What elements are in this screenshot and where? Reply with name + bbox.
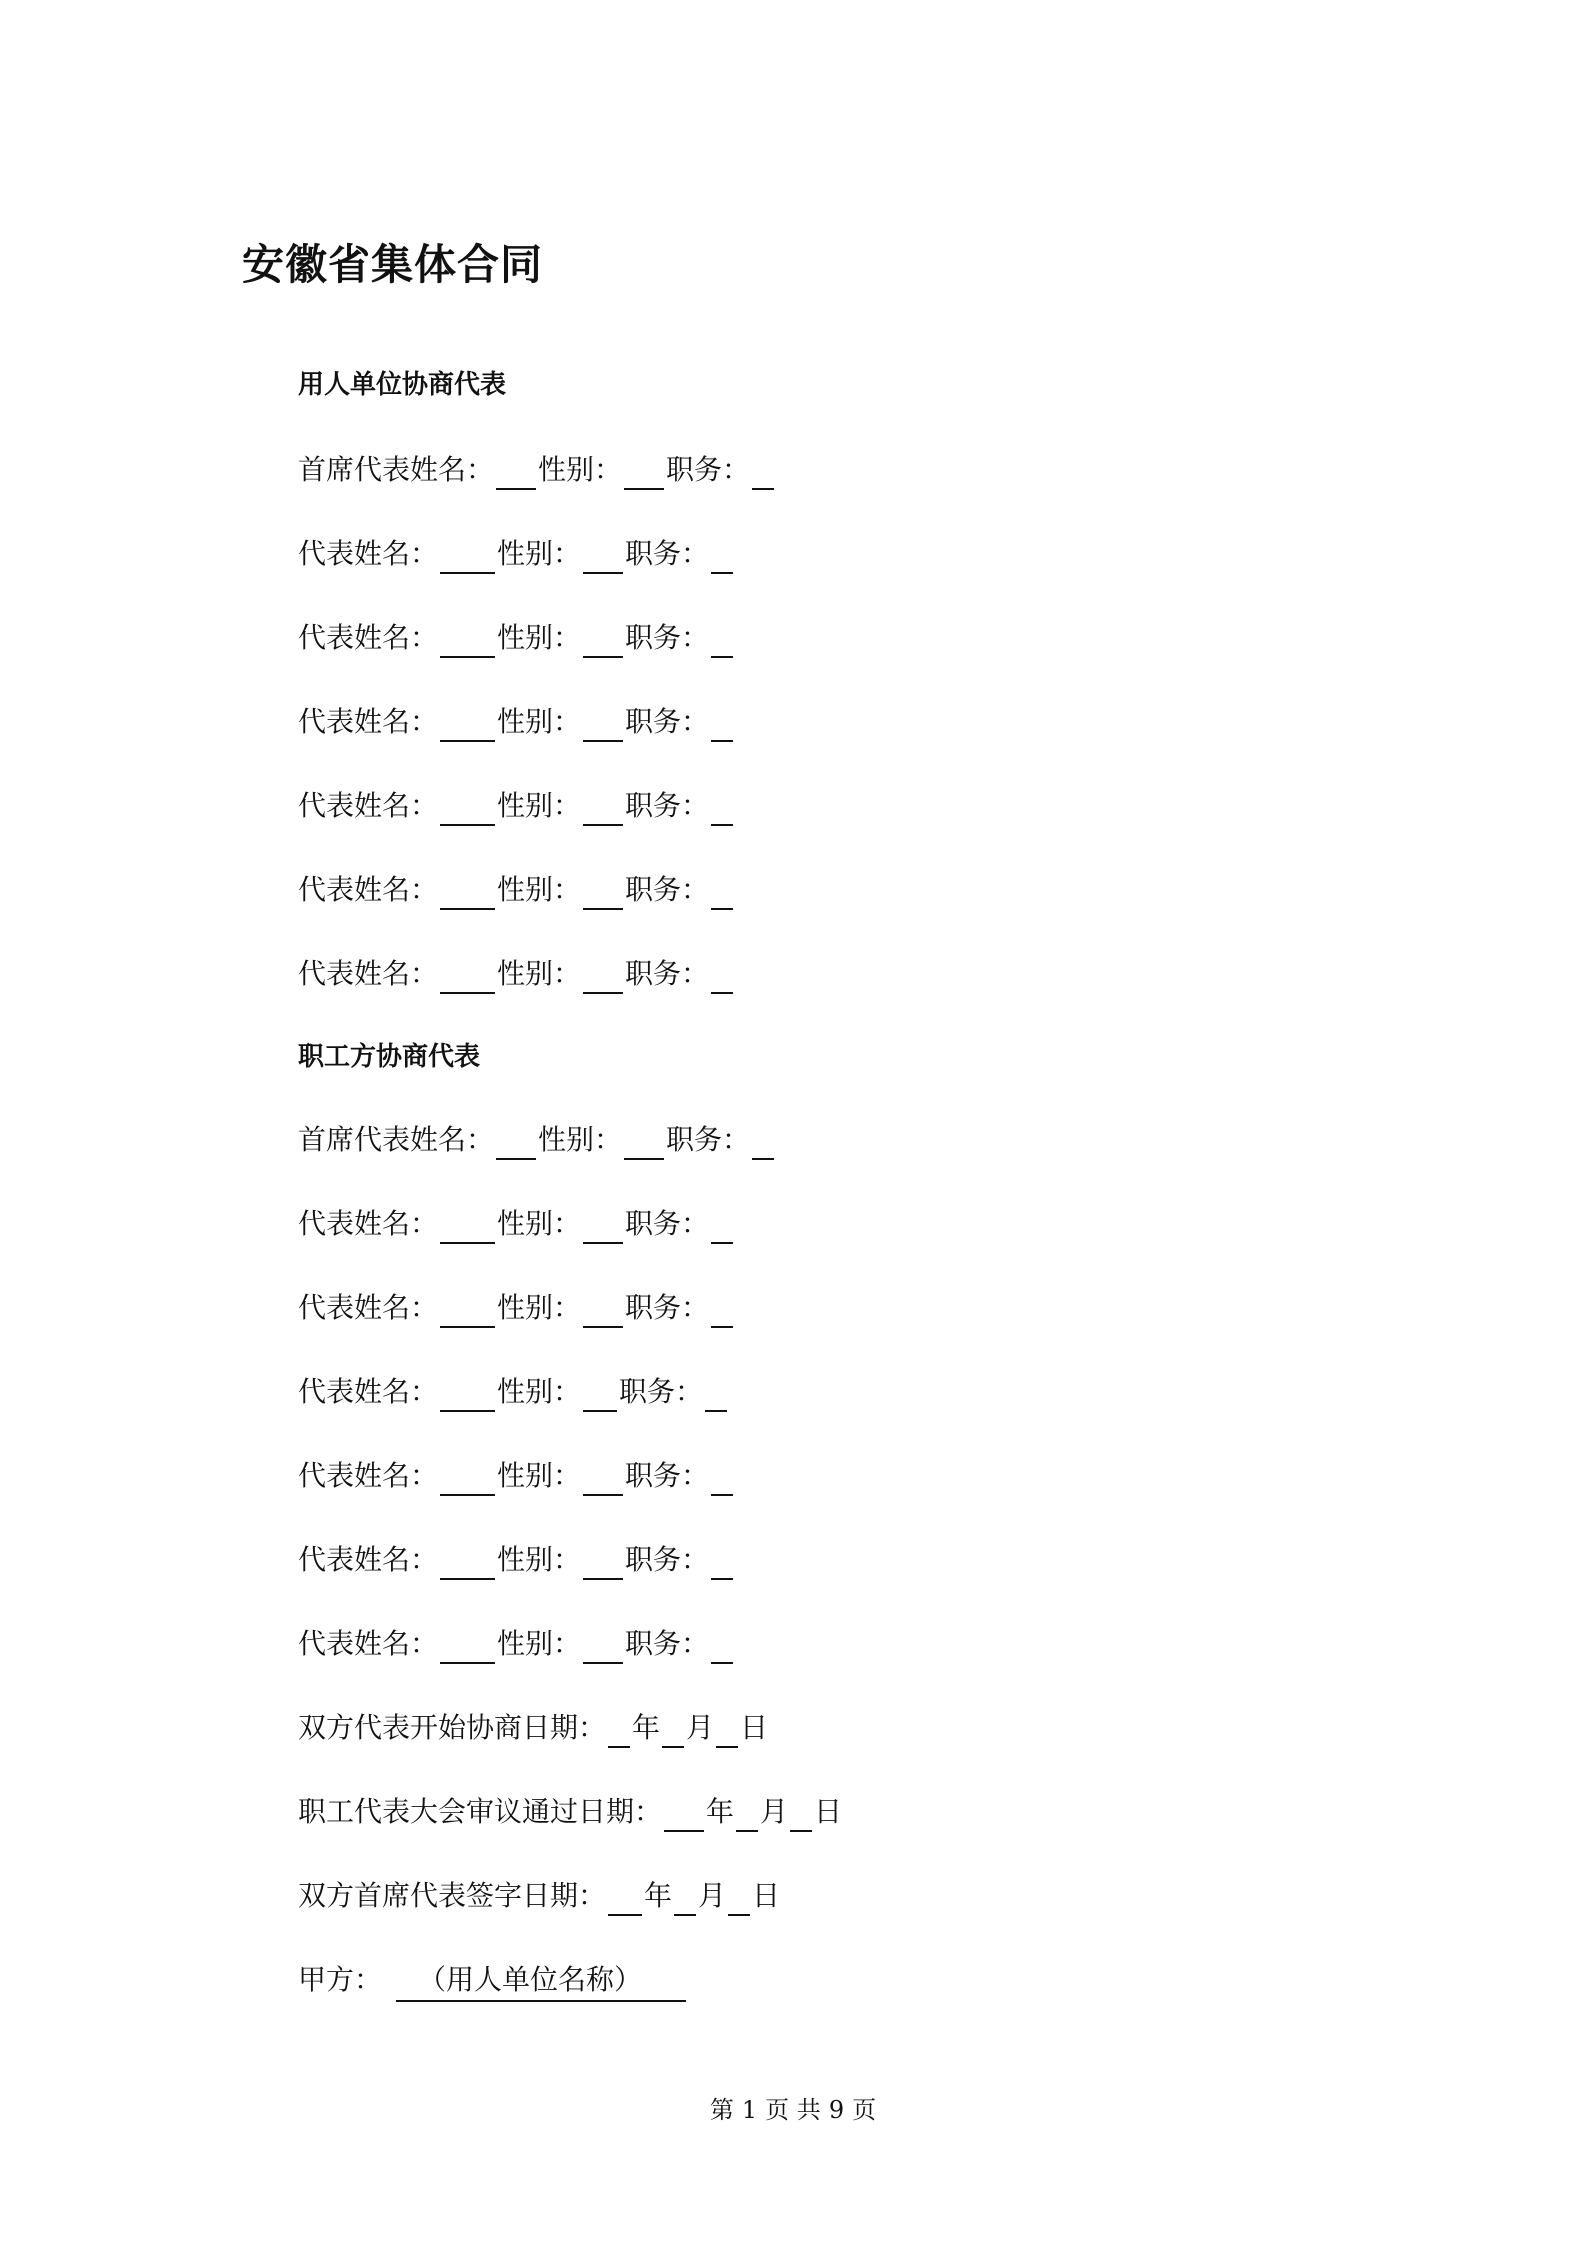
position-blank	[711, 962, 733, 994]
rep-name-label: 代表姓名：	[298, 957, 439, 990]
page-footer	[0, 2090, 1586, 2125]
gender-blank	[583, 626, 623, 658]
employer-rep-line	[298, 786, 735, 826]
month-blank	[736, 1800, 758, 1832]
position-label: 职务：	[625, 1543, 710, 1576]
gender-label: 性别：	[497, 1459, 582, 1492]
position-label: 职务：	[625, 789, 710, 822]
rep-name-label: 代表姓名：	[298, 537, 439, 570]
rep-name-label: 代表姓名：	[298, 621, 439, 654]
year-blank	[664, 1800, 704, 1832]
start-date-label: 双方代表开始协商日期：	[298, 1711, 607, 1744]
month-label: 月	[698, 1879, 727, 1912]
name-blank	[440, 1380, 495, 1412]
gender-blank	[583, 1212, 623, 1244]
party-a-line	[298, 1960, 686, 2000]
day-blank	[790, 1800, 812, 1832]
position-blank	[711, 542, 733, 574]
position-label: 职务：	[625, 621, 710, 654]
year-blank	[608, 1884, 642, 1916]
employee-rep-line	[298, 1456, 735, 1496]
footer-page-number: 1	[741, 2096, 758, 2124]
name-blank	[496, 1128, 536, 1160]
employer-rep-line	[298, 534, 735, 574]
rep-name-label: 代表姓名：	[298, 1459, 439, 1492]
gender-label: 性别：	[497, 789, 582, 822]
rep-name-label: 代表姓名：	[298, 1291, 439, 1324]
gender-label: 性别：	[497, 1291, 582, 1324]
gender-label: 性别：	[538, 1123, 623, 1156]
signing-date-line	[298, 1876, 780, 1916]
position-label: 职务：	[625, 957, 710, 990]
party-a-value: （用人单位名称）	[396, 1960, 686, 2002]
name-blank	[440, 1548, 495, 1580]
position-blank	[711, 794, 733, 826]
position-blank	[752, 1128, 774, 1160]
position-blank	[711, 1464, 733, 1496]
year-label: 年	[706, 1795, 735, 1828]
gender-blank	[583, 1548, 623, 1580]
day-label: 日	[740, 1711, 769, 1744]
employee-rep-line	[298, 1540, 735, 1580]
month-blank	[674, 1884, 696, 1916]
position-label: 职务：	[619, 1375, 704, 1408]
congress-date-label: 职工代表大会审议通过日期：	[298, 1795, 663, 1828]
year-label: 年	[644, 1879, 673, 1912]
position-label: 职务：	[625, 1291, 710, 1324]
gender-label: 性别：	[497, 1207, 582, 1240]
name-blank	[440, 878, 495, 910]
gender-blank	[583, 1380, 617, 1412]
employee-chief-line	[298, 1120, 776, 1160]
rep-name-label: 代表姓名：	[298, 1627, 439, 1660]
gender-label: 性别：	[538, 453, 623, 486]
rep-name-label: 代表姓名：	[298, 705, 439, 738]
footer-suffix: 页	[852, 2096, 877, 2124]
position-label: 职务：	[625, 1627, 710, 1660]
gender-label: 性别：	[497, 537, 582, 570]
position-label: 职务：	[666, 453, 751, 486]
day-blank	[728, 1884, 750, 1916]
name-blank	[440, 962, 495, 994]
rep-name-label: 代表姓名：	[298, 873, 439, 906]
month-label: 月	[686, 1711, 715, 1744]
name-blank	[496, 458, 536, 490]
rep-name-label: 代表姓名：	[298, 1543, 439, 1576]
gender-blank	[583, 1632, 623, 1664]
position-label: 职务：	[666, 1123, 751, 1156]
gender-blank	[583, 878, 623, 910]
employer-rep-line	[298, 702, 735, 742]
employer-rep-line	[298, 954, 735, 994]
position-blank	[705, 1380, 727, 1412]
sign-date-label: 双方首席代表签字日期：	[298, 1879, 607, 1912]
name-blank	[440, 794, 495, 826]
position-blank	[711, 1548, 733, 1580]
day-label: 日	[752, 1879, 781, 1912]
employee-rep-line	[298, 1288, 735, 1328]
footer-total-pages: 9	[828, 2096, 845, 2124]
month-label: 月	[760, 1795, 789, 1828]
gender-blank	[583, 1464, 623, 1496]
year-label: 年	[632, 1711, 661, 1744]
position-label: 职务：	[625, 873, 710, 906]
gender-label: 性别：	[497, 957, 582, 990]
employer-chief-line	[298, 450, 776, 490]
chief-name-label: 首席代表姓名：	[298, 1123, 495, 1156]
gender-label: 性别：	[497, 1375, 582, 1408]
position-label: 职务：	[625, 1459, 710, 1492]
footer-prefix: 第	[709, 2096, 734, 2124]
gender-label: 性别：	[497, 1627, 582, 1660]
name-blank	[440, 710, 495, 742]
employer-rep-line	[298, 870, 735, 910]
position-blank	[752, 458, 774, 490]
congress-approval-date-line	[298, 1792, 842, 1832]
gender-label: 性别：	[497, 873, 582, 906]
year-blank	[608, 1716, 630, 1748]
employee-rep-line	[298, 1624, 735, 1664]
day-blank	[716, 1716, 738, 1748]
gender-label: 性别：	[497, 1543, 582, 1576]
position-label: 职务：	[625, 537, 710, 570]
employee-rep-line	[298, 1204, 735, 1244]
employer-rep-line	[298, 618, 735, 658]
position-blank	[711, 1212, 733, 1244]
employee-section-heading: 职工方协商代表	[298, 1042, 481, 1072]
footer-mid: 页 共	[765, 2096, 821, 2124]
gender-blank	[583, 710, 623, 742]
gender-blank	[583, 794, 623, 826]
rep-name-label: 代表姓名：	[298, 1375, 439, 1408]
gender-label: 性别：	[497, 621, 582, 654]
position-label: 职务：	[625, 1207, 710, 1240]
position-blank	[711, 1632, 733, 1664]
gender-blank	[583, 542, 623, 574]
name-blank	[440, 542, 495, 574]
gender-blank	[583, 962, 623, 994]
day-label: 日	[814, 1795, 843, 1828]
rep-name-label: 代表姓名：	[298, 1207, 439, 1240]
employer-section-heading: 用人单位协商代表	[298, 370, 507, 400]
name-blank	[440, 1464, 495, 1496]
party-a-label: 甲方：	[298, 1963, 383, 1996]
position-blank	[711, 626, 733, 658]
name-blank	[440, 1632, 495, 1664]
rep-name-label: 代表姓名：	[298, 789, 439, 822]
document-title: 安徽省集体合同	[242, 240, 544, 289]
name-blank	[440, 1212, 495, 1244]
employee-rep-line	[298, 1372, 729, 1412]
negotiation-start-date-line	[298, 1708, 768, 1748]
position-label: 职务：	[625, 705, 710, 738]
gender-blank	[583, 1296, 623, 1328]
month-blank	[662, 1716, 684, 1748]
position-blank	[711, 1296, 733, 1328]
name-blank	[440, 626, 495, 658]
gender-blank	[624, 458, 664, 490]
name-blank	[440, 1296, 495, 1328]
gender-label: 性别：	[497, 705, 582, 738]
position-blank	[711, 710, 733, 742]
chief-name-label: 首席代表姓名：	[298, 453, 495, 486]
position-blank	[711, 878, 733, 910]
gender-blank	[624, 1128, 664, 1160]
